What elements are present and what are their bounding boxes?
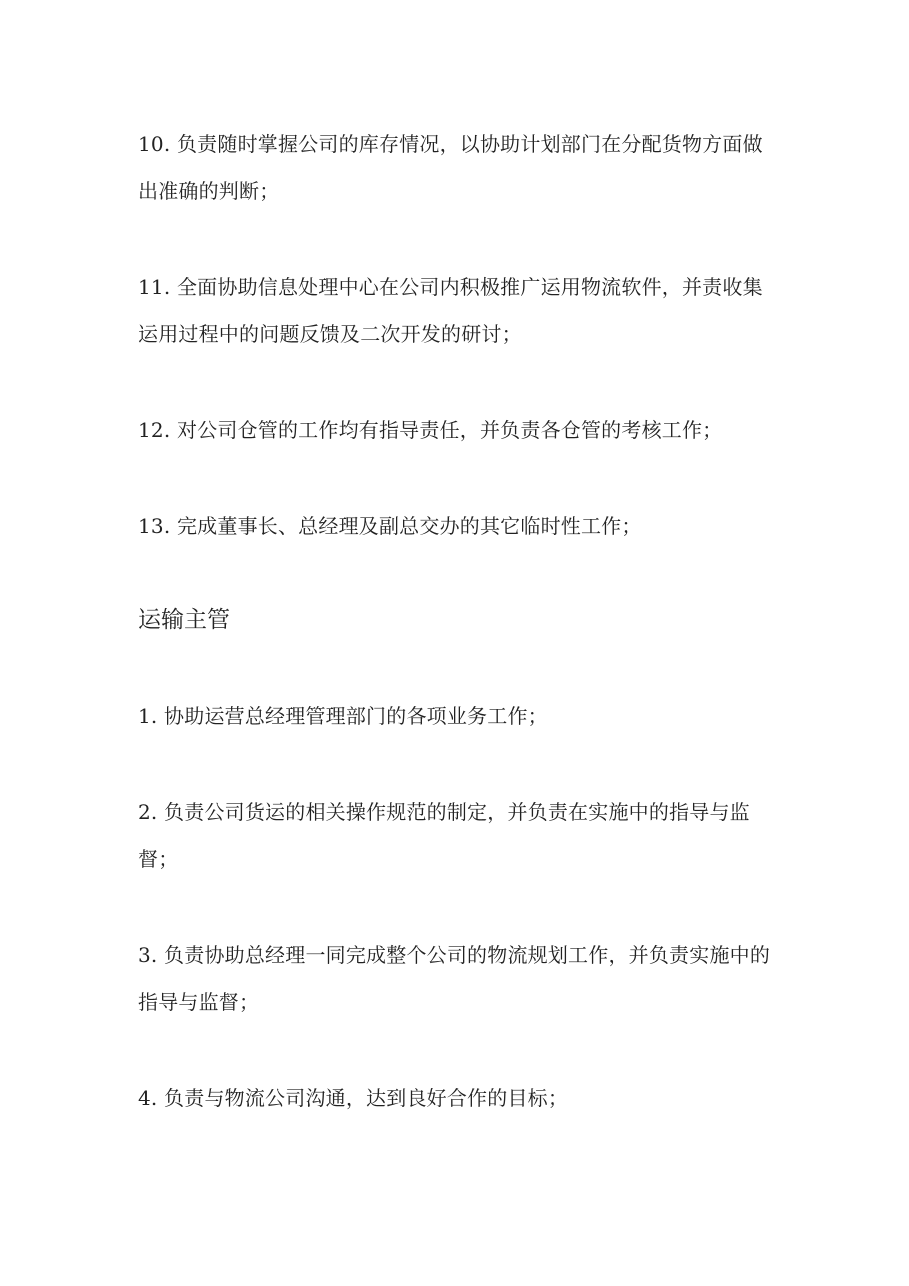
list-item-3: 3. 负责协助总经理一同完成整个公司的物流规划工作，并负责实施中的指导与监督； — [138, 943, 771, 1014]
list-item-10: 10. 负责随时掌握公司的库存情况，以协助计划部门在分配货物方面做出准确的判断； — [138, 132, 763, 203]
list-item-1: 1. 协助运营总经理管理部门的各项业务工作； — [138, 704, 548, 728]
list-item-11: 11. 全面协助信息处理中心在公司内积极推广运用物流软件，并责收集运用过程中的问题反馈及二次开发的研讨； — [138, 275, 763, 346]
list-item-12: 12. 对公司仓管的工作均有指导责任，并负责各仓管的考核工作； — [138, 418, 723, 442]
list-item-4: 4. 负责与物流公司沟通，达到良好合作的目标； — [138, 1086, 569, 1110]
list-item-13: 13. 完成董事长、总经理及副总交办的其它临时性工作； — [138, 514, 642, 538]
section-heading: 运输主管 — [138, 607, 230, 633]
list-item-2: 2. 负责公司货运的相关操作规范的制定，并负责在实施中的指导与监督； — [138, 800, 750, 871]
